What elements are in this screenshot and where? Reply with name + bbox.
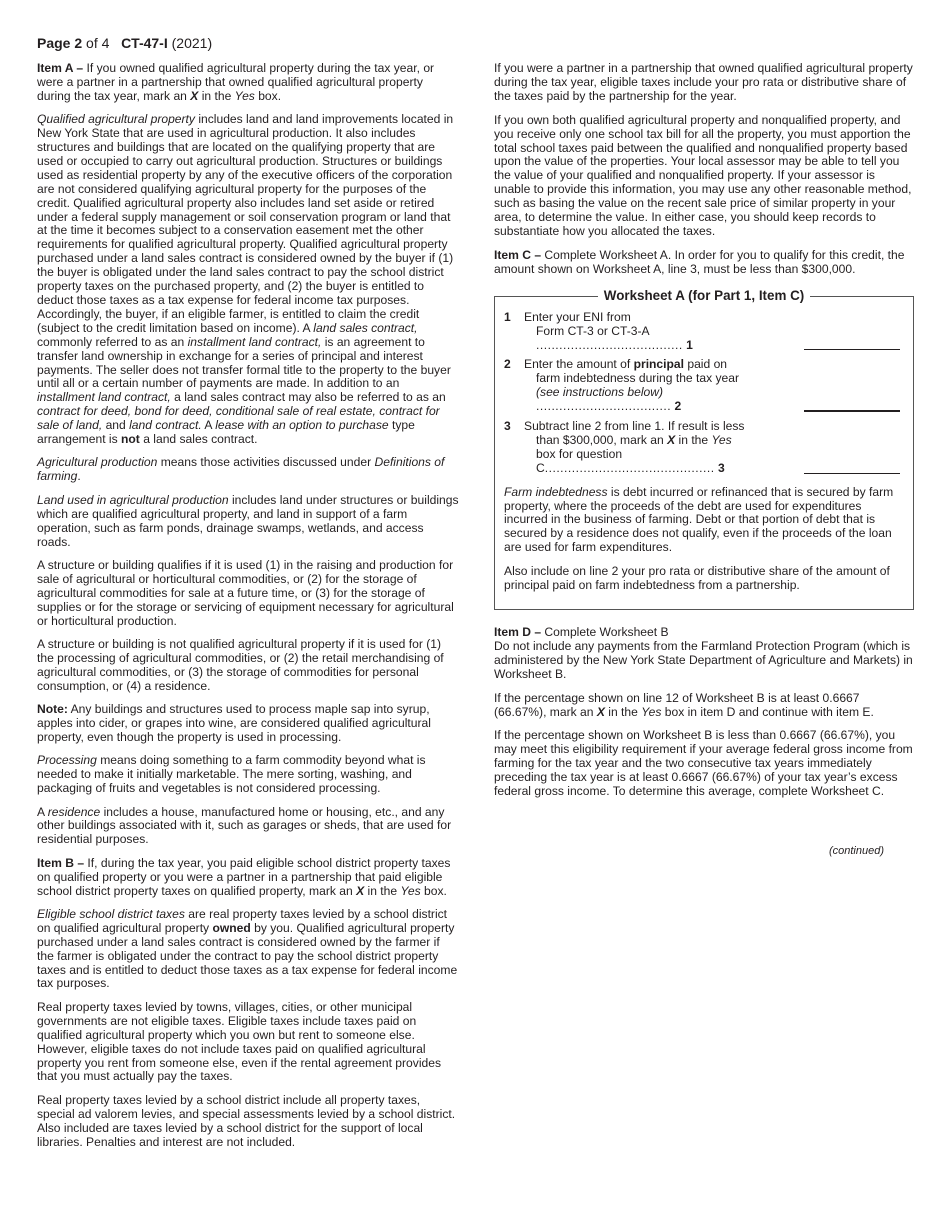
structure-qualifies-paragraph: A structure or building qualifies if it is used (1) in the raising and production for sale of agricultural or horticultural commodities, or (2) for the storage of agricultural commodities for sale at a future time, or (3) for the storage of supplies or for the storage or servicing of equipment necessary for agricultural or horticultural production. [37, 557, 454, 628]
form-id: CT-47-I [121, 35, 168, 51]
partnership-principal-note: Also include on line 2 your pro rata or distributive share of the amount of principal paid on farm indebtedness from a partnership. [504, 564, 890, 593]
agricultural-production-paragraph: Agricultural production means those activities discussed under Definitions of farming. [37, 455, 445, 484]
continued-label: (continued) [828, 844, 884, 857]
worksheet-line-1: 1 Enter your ENI from Form CT-3 or CT-3-A ...................................... 1 [504, 311, 903, 353]
percentage-paragraph-2: If the percentage shown on Worksheet B is less than 0.6667 (66.67%), you may meet this eligibility requirement if your average federal gross income from farming for the tax year and the two consecutive tax years immediately preceding the tax year is at least 0.6667 (66.67%) of your tax year’s excess federal gross income. To determine this average, complete Worksheet C. [494, 728, 913, 799]
structure-not-qualified-paragraph: A structure or building is not qualified agricultural property if it is used for (1) the processing of agricultural commodities, or (2) the retail merchandising of agricultural commodities, or (3) the storage of commodities for personal consumption, or (4) a residence. [37, 636, 444, 693]
farm-indebtedness-note: Farm indebtedness is debt incurred or refinanced that is secured by farm property, where the proceeds of the debt are used for expenditures incurred in the business of farming. Debt or that portion of debt that is secured by a residence does not qualify, even if the proceeds of the loan are used for farm expenditures. [504, 484, 894, 555]
residence-paragraph: A residence includes a house, manufactured home or housing, etc., and any other buildings associated with it, such as garages or sheds, that are used for residential purposes. [37, 804, 452, 847]
land-used-paragraph: Land used in agricultural production includes land under structures or buildings which are qualified agricultural property, and land in support of a farm operation, such as farm ponds, drainage swamps, wetlands, and access roads. [37, 492, 459, 549]
eligible-taxes-paragraph: Eligible school district taxes are real property taxes levied by a school district on qualified agricultural property owned by you. Qualified agricultural property purchased under a land sales contract is considered owned by the farmer if the farmer is obligated under the contract to pay the school district property taxes and is entitled to deduct those taxes as a tax expense for federal income tax purposes. [37, 906, 458, 991]
worksheet-line-2: 2 Enter the amount of principal paid on farm indebtedness during the tax year (see instructions below) ................................... 2 [504, 358, 903, 414]
item-d-heading: Item D – Complete Worksheet B [494, 625, 669, 639]
farmland-paragraph: Do not include any payments from the Farmland Protection Program (which is administered by the New York State Department of Agriculture and Markets) in Worksheet B. [494, 638, 913, 681]
item-b-paragraph: Item B – If, during the tax year, you paid eligible school district property taxes on qualified property or you were a partner in a partnership that paid eligible school district property taxes on qualified property, mark an X in the Yes box. [37, 855, 451, 898]
worksheet-a [494, 287, 914, 610]
processing-paragraph: Processing means doing something to a farm commodity beyond what is needed to make it initially marketable. The mere sorting, washing, and packaging of fruits and vegetables is not considered processing. [37, 753, 426, 796]
item-a-paragraph: Item A – If you owned qualified agricultural property during the tax year, or were a partner in a partnership that owned qualified agricultural property during the tax year, mark an X in the Yes box. [37, 61, 435, 103]
percentage-paragraph-1: If the percentage shown on line 12 of Worksheet B is at least 0.6667 (66.67%), mark an X in the Yes box in item D and continue with item E. [494, 690, 874, 719]
page-header [37, 35, 212, 51]
school-district-taxes-paragraph: Real property taxes levied by a school district include all property taxes, special ad valorem levies, and special assessments levied by a school district. Also included are taxes levied by a school district for the support of local libraries. Penalties and interest are not included. [37, 1092, 456, 1149]
worksheet-line-3: 3 Subtract line 2 from line 1. If result is less than $300,000, mark an X in the Yes box for question C............................................ 3 [504, 420, 903, 476]
note-paragraph: Note: Any buildings and structures used to process maple sap into syrup, apples into cider, or grapes into wine, are considered qualified agricultural property, even though the property is used in processing. [37, 702, 431, 744]
form-year: (2021) [171, 35, 213, 51]
right-column [494, 62, 914, 859]
partner-paragraph: If you were a partner in a partnership that owned qualified agricultural property during the tax year, eligible taxes include your pro rata or distributive share of the taxes paid by the partnership for the year. [494, 61, 913, 103]
worksheet-a-title: Worksheet A (for Part 1, Item C) [598, 288, 810, 303]
left-column [37, 62, 459, 1159]
line-1-entry-field[interactable] [804, 337, 900, 350]
qualified-property-paragraph: Qualified agricultural property includes land and land improvements located in New York State that are used in agricultural production. It also includes structures and buildings that are located on the qualifying property that are used or occupied to carry out agricultural production. Structures or buildings used as residential property by any of the executive officers of the corporation are not considered qualifying agricultural property for the purposes of the credit. Qualified agricultural property also includes land set aside or retired under a federal supply management or soil conservation program or land that at the time it becomes subject to a conservation easement met the other requirements for qualified agricultural property. Qualified agricultural property purchased under a land sales contract is considered owned by the buyer if (1) the buyer is obligated under the land sales contract to pay the school district property taxes on the purchased property, and (2) the buyer is entitled to deduct those taxes as a tax expense for federal income tax purposes. Accordingly, the buyer, if an eligible farmer, is entitled to claim the credit (subject to the credit limitation based on income). A land sales contract, commonly referred to as an installment land contract, is an agreement to transfer land ownership in exchange for a series of principal and interest payments. The seller does not transfer formal title to the property to the buyer until all or a certain number of payments are made. In addition to an installment land contract, a land sales contract may also be referred to as an contract for deed, bond for deed, conditional sale of real estate, contract for sale of land, and land contract. A lease with an option to purchase type arrangement is not a land sales contract. [37, 112, 454, 447]
line-2-entry-field[interactable] [804, 398, 900, 412]
page-total: of 4 [86, 35, 110, 51]
apportion-paragraph: If you own both qualified agricultural property and nonqualified property, and you receive only one school tax bill for all the property, you must apportion the total school taxes paid between the qualified and nonqualified property based upon the value of the properties. Your local assessor may be able to tell you the value of your qualified and nonqualified property. If your assessor is unable to provide this information, you may use any other reasonable method, such as basing the value on the recent sale price of similar property in your area, to determine the value. In either case, you should keep records to substantiate how you allocated the taxes. [494, 112, 912, 238]
line-3-entry-field[interactable] [804, 461, 900, 474]
item-c-paragraph: Item C – Complete Worksheet A. In order for you to qualify for this credit, the amount shown on Worksheet A, line 3, must be less than $300,000. [494, 247, 905, 276]
municipal-taxes-paragraph: Real property taxes levied by towns, villages, cities, or other municipal governments are not eligible taxes. Eligible taxes include taxes paid on qualified agricultural property which you own but rent to someone else. However, eligible taxes do not include taxes paid on qualified agricultural property you rent from someone else, even if the rental agreement provides that you must actually pay the taxes. [37, 999, 442, 1084]
page-number: Page 2 [37, 35, 83, 51]
